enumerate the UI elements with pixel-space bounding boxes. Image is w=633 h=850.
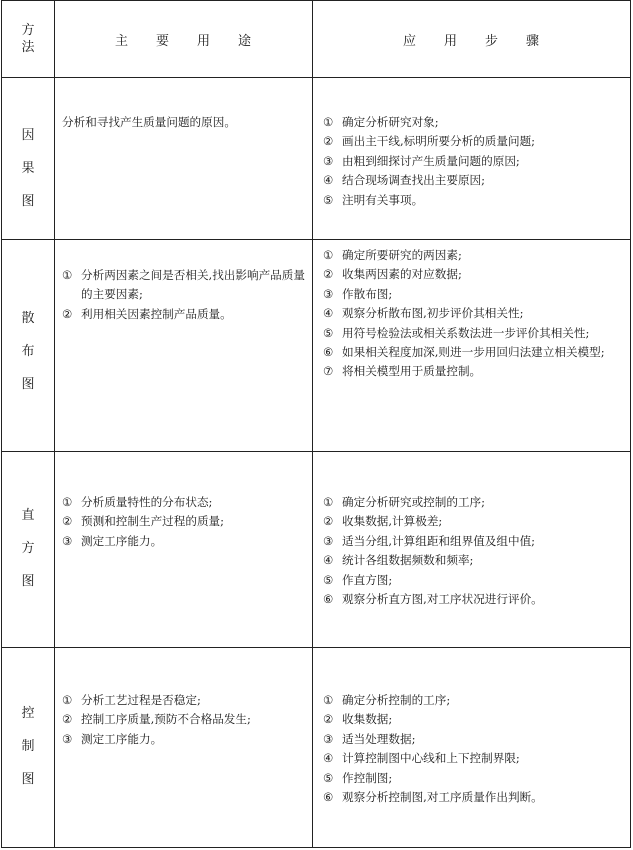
method-control-chart bbox=[2, 697, 54, 796]
method-cause-effect bbox=[2, 119, 54, 218]
list-item: ① 分析工艺过程是否稳定; bbox=[62, 693, 201, 707]
list-item: ③ 适当分组,计算组距和组界值及组中值; bbox=[323, 533, 536, 548]
method-char: 图 bbox=[21, 772, 35, 787]
steps-histogram bbox=[323, 493, 627, 609]
list-item: ④ 结合现场调查找出主要原因; bbox=[323, 173, 486, 188]
method-char: 图 bbox=[21, 377, 35, 392]
method-char: 直 bbox=[21, 508, 35, 523]
list-item: ① 确定分析研究或控制的工序; bbox=[323, 495, 486, 509]
header-steps bbox=[312, 1, 630, 77]
list-item: ⑤ 注明有关事项。 bbox=[323, 192, 424, 207]
purpose-control-chart bbox=[62, 691, 308, 749]
method-histogram bbox=[2, 499, 54, 598]
quality-methods-table bbox=[1, 0, 631, 848]
purpose-text: 分析和寻找产生质量问题的原因。 bbox=[62, 115, 236, 129]
list-item: ③ 由粗到细探讨产生质量问题的原因; bbox=[323, 153, 520, 168]
list-item: ② 收集两因素的对应数据; bbox=[323, 267, 462, 282]
method-char: 因 bbox=[21, 128, 35, 143]
list-item: ⑤ 作控制图; bbox=[323, 770, 393, 785]
row-divider bbox=[2, 647, 630, 648]
list-item: ⑥ 观察分析控制图,对工序质量作出判断。 bbox=[323, 790, 543, 805]
list-item: ② 预测和控制生产过程的质量; bbox=[62, 514, 225, 529]
list-item: ③ 测定工序能力。 bbox=[62, 731, 163, 746]
list-item: ③ 测定工序能力。 bbox=[62, 533, 163, 548]
method-char: 果 bbox=[21, 161, 35, 176]
list-item: ① 分析质量特性的分布状态; bbox=[62, 495, 213, 509]
purpose-histogram bbox=[62, 493, 308, 551]
steps-cause-effect bbox=[323, 113, 627, 210]
header-steps-label: 应用步骤 bbox=[402, 33, 567, 49]
row-divider bbox=[2, 451, 630, 452]
purpose-cause-effect bbox=[62, 113, 306, 132]
steps-control-chart bbox=[323, 691, 627, 807]
list-item: ② 收集数据; bbox=[323, 712, 393, 727]
row-divider bbox=[2, 239, 630, 240]
purpose-scatter bbox=[62, 266, 308, 324]
method-char: 图 bbox=[21, 574, 35, 589]
list-item: ③ 作散布图; bbox=[323, 286, 393, 301]
header-purpose bbox=[54, 1, 312, 77]
list-item: ① 确定分析研究对象; bbox=[323, 115, 439, 129]
column-divider bbox=[312, 1, 313, 847]
header-method-char: 法 bbox=[21, 40, 35, 55]
list-item: ① 确定分析控制的工序; bbox=[323, 693, 451, 707]
list-item: ② 利用相关因素控制产品质量。 bbox=[62, 306, 232, 321]
list-item: ⑥ 如果相关程度加深,则进一步用回归法建立相关模型; bbox=[323, 345, 605, 360]
method-char: 控 bbox=[21, 706, 35, 721]
list-item: ② 收集数据,计算极差; bbox=[323, 514, 443, 529]
method-char: 图 bbox=[21, 194, 35, 209]
list-item: ④ 计算控制图中心线和上下控制界限; bbox=[323, 751, 520, 766]
method-char: 方 bbox=[21, 541, 35, 556]
list-item: ③ 适当处理数据; bbox=[323, 731, 416, 746]
list-item: ④ 观察分析散布图,初步评价其相关性; bbox=[323, 306, 524, 321]
method-char: 布 bbox=[21, 344, 35, 359]
steps-scatter bbox=[323, 246, 627, 382]
method-char: 制 bbox=[21, 739, 35, 754]
header-method-char: 方 bbox=[21, 23, 35, 38]
list-item: ① 分析两因素之间是否相关,找出影响产品质量的主要因素; bbox=[62, 268, 305, 302]
list-item: ⑥ 观察分析直方图,对工序状况进行评价。 bbox=[323, 592, 543, 607]
list-item: ② 画出主干线,标明所要分析的质量问题; bbox=[323, 134, 536, 149]
method-scatter bbox=[2, 302, 54, 401]
list-item: ⑤ 用符号检验法或相关系数法进一步评价其相关性; bbox=[323, 325, 590, 340]
header-method bbox=[2, 1, 54, 77]
list-item: ⑤ 作直方图; bbox=[323, 572, 393, 587]
row-divider bbox=[2, 77, 630, 78]
header-purpose-label: 主要用途 bbox=[114, 33, 279, 49]
method-char: 散 bbox=[21, 311, 35, 326]
list-item: ⑦ 将相关模型用于质量控制。 bbox=[323, 364, 482, 379]
column-divider bbox=[54, 1, 55, 847]
list-item: ② 控制工序质量,预防不合格品发生; bbox=[62, 712, 251, 727]
list-item: ① 确定所要研究的两因素; bbox=[323, 248, 462, 262]
list-item: ④ 统计各组数据频数和频率; bbox=[323, 553, 474, 568]
